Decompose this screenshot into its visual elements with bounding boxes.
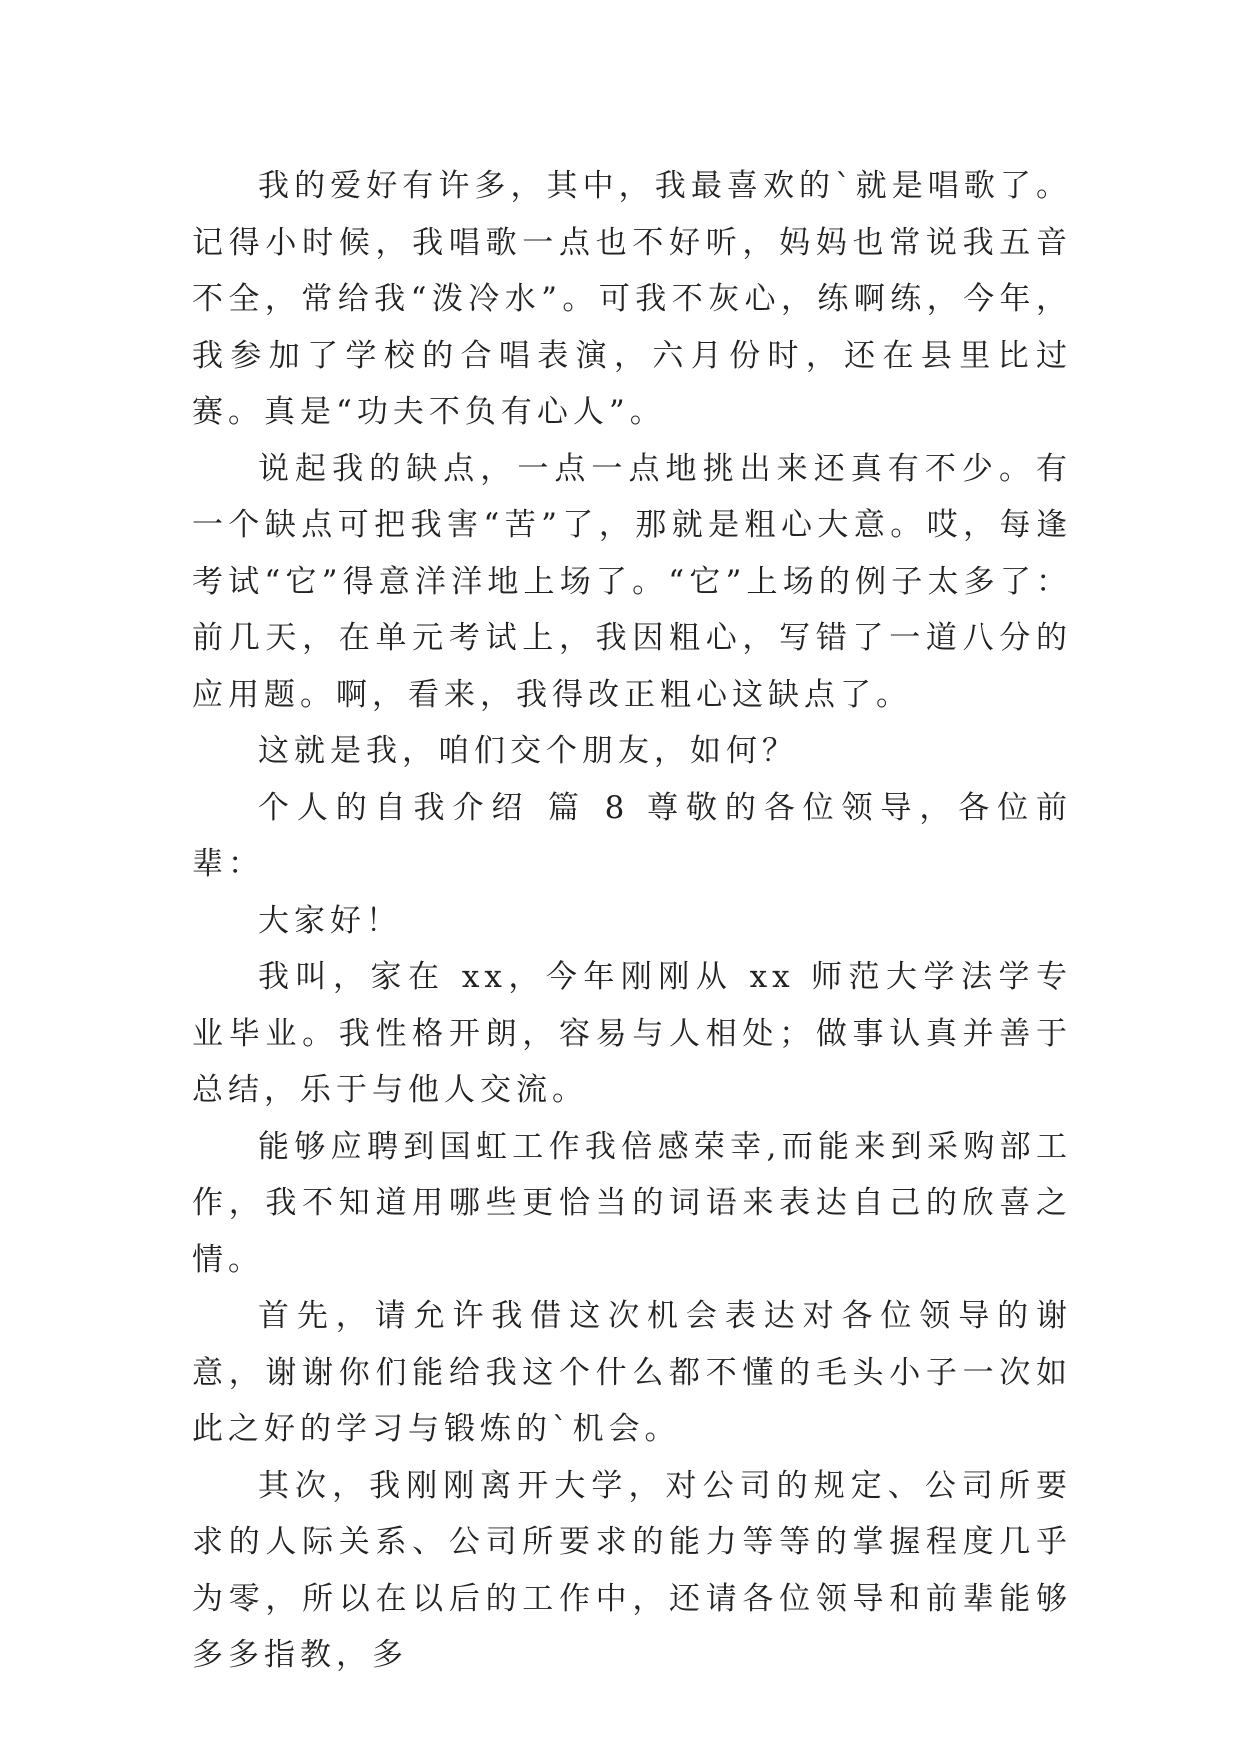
paragraph-request-guidance: 其次，我刚刚离开大学，对公司的规定、公司所要求的人际关系、公司所要求的能力等等的掌握程度几乎为零，所以在以后的工作中，还请各位领导和前辈能够多多指教，多 xyxy=(192,1467,1072,1673)
paragraph-shortcoming-carelessness: 说起我的缺点，一点一点地挑出来还真有不少。有一个缺点可把我害“苦”了，那就是粗心大意。哎，每逢考试“它”得意洋洋地上场了。“它”上场的例子太多了：前几天，在单元考试上，我因粗心，写错了一道八分的应用题。啊，看来，我得改正粗心这缺点了。 xyxy=(192,450,1072,713)
paragraph-greeting: 大家好！ xyxy=(258,902,402,939)
paragraph-thanks: 首先，请允许我借这次机会表达对各位领导的谢意，谢谢你们能给我这个什么都不懂的毛头小子一次如此之好的学习与锻炼的`机会。 xyxy=(192,1298,1072,1447)
paragraph-self-intro: 我叫，家在 xx，今年刚刚从 xx 师范大学法学专业毕业。我性格开朗，容易与人相处；做事认真并善于总结，乐于与他人交流。 xyxy=(192,959,1072,1108)
paragraph-hobby-singing: 我的爱好有许多，其中，我最喜欢的`就是唱歌了。记得小时候，我唱歌一点也不好听，妈妈也常说我五音不全，常给我“泼冷水”。可我不灰心，练啊练，今年，我参加了学校的合唱表演，六月份时，还在县里比过赛。真是“功夫不负有心人”。 xyxy=(192,168,1072,430)
paragraph-section-heading: 个人的自我介绍 篇 8 尊敬的各位领导，各位前辈： xyxy=(192,789,1072,882)
paragraph-make-friends: 这就是我，咱们交个朋友，如何？ xyxy=(258,733,798,769)
document-body xyxy=(192,158,1072,1684)
paragraph-honored: 能够应聘到国虹工作我倍感荣幸,而能来到采购部工作，我不知道用哪些更恰当的词语来表达自己的欣喜之情。 xyxy=(192,1128,1072,1278)
